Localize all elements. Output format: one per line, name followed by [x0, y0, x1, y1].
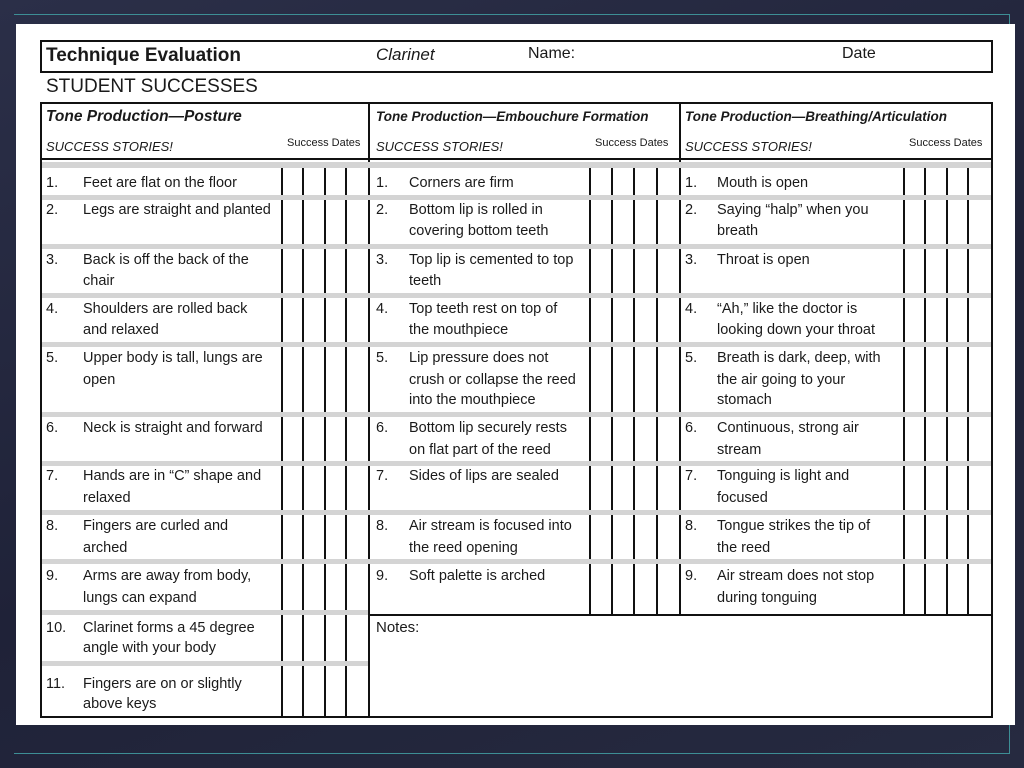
item-number: 10. [46, 620, 67, 636]
checklist-item-text: Bottom lip is rolled in [409, 202, 543, 218]
checklist-item-text: during tonguing [717, 590, 817, 606]
checklist-item-text: Mouth is open [717, 175, 809, 191]
checklist-item-text: Tongue strikes the tip of [717, 518, 871, 534]
item-number: 4. [376, 301, 389, 317]
checklist-item-text: Throat is open [717, 252, 810, 268]
item-number: 9. [685, 568, 698, 584]
row-band [42, 244, 991, 249]
row-band [42, 342, 991, 347]
checklist-item-text: relaxed [83, 490, 131, 506]
success-dates-label: Success Dates [287, 137, 361, 149]
item-number: 7. [376, 468, 389, 484]
checklist-item-text: stomach [717, 392, 772, 408]
checklist-item-text: above keys [83, 696, 157, 712]
checklist-item-text: angle with your body [83, 640, 216, 656]
checklist-item-text: the air going to your [717, 372, 846, 388]
checklist-item-text: Tonguing is light and [717, 468, 850, 484]
date-column-line [324, 168, 326, 718]
notes-divider [368, 614, 993, 616]
checklist-item-text: Saying “halp” when you [717, 202, 869, 218]
date-label: Date [842, 45, 876, 62]
form-title: Technique Evaluation [46, 45, 241, 66]
evaluation-sheet [16, 24, 1015, 725]
date-column-line [924, 168, 926, 616]
date-column-line [589, 168, 591, 616]
row-band [42, 510, 991, 515]
checklist-item-text: the mouthpiece [409, 322, 509, 338]
item-number: 9. [46, 568, 59, 584]
item-number: 5. [376, 350, 389, 366]
header-band [42, 162, 991, 168]
row-band [42, 610, 368, 615]
item-number: 6. [376, 420, 389, 436]
item-number: 3. [46, 252, 59, 268]
item-number: 8. [46, 518, 59, 534]
item-number: 8. [685, 518, 698, 534]
instrument-label: Clarinet [376, 45, 435, 64]
frame-line-bottom [14, 753, 1010, 754]
checklist-item-text: covering bottom teeth [409, 223, 549, 239]
notes-label: Notes: [376, 619, 420, 636]
date-column-line [903, 168, 905, 616]
row-band [42, 661, 368, 666]
date-column-line [345, 168, 347, 718]
checklist-item-text: Fingers are on or slightly [83, 676, 242, 692]
row-band [42, 293, 991, 298]
checklist-item-text: Shoulders are rolled back [83, 301, 248, 317]
item-number: 8. [376, 518, 389, 534]
checklist-item-text: Hands are in “C” shape and [83, 468, 262, 484]
date-column-line [611, 168, 613, 616]
notes-area[interactable] [372, 640, 991, 716]
checklist-item-text: into the mouthpiece [409, 392, 536, 408]
section-title: STUDENT SUCCESSES [46, 76, 258, 97]
checklist-item-text: Continuous, strong air [717, 420, 859, 436]
checklist-item-text: Sides of lips are sealed [409, 468, 559, 484]
checklist-item-text: “Ah,” like the doctor is [717, 301, 858, 317]
header-divider [40, 158, 993, 160]
checklist-item-text: breath [717, 223, 759, 239]
checklist-item-text: Arms are away from body, [83, 568, 252, 584]
success-stories-label: SUCCESS STORIES! [376, 139, 503, 154]
checklist-item-text: Soft palette is arched [409, 568, 546, 584]
column-header-breathing: Tone Production—Breathing/Articulation [685, 109, 947, 124]
date-column-line [281, 168, 283, 718]
item-number: 2. [685, 202, 698, 218]
success-dates-label: Success Dates [595, 137, 669, 149]
item-number: 7. [46, 468, 59, 484]
checklist-item-text: the reed [717, 540, 771, 556]
column-header-posture: Tone Production—Posture [46, 108, 242, 125]
checklist-item-text: focused [717, 490, 768, 506]
item-number: 6. [685, 420, 698, 436]
item-number: 1. [46, 175, 59, 191]
checklist-item-text: Feet are flat on the floor [83, 175, 237, 191]
checklist-item-text: teeth [409, 273, 442, 289]
success-dates-label: Success Dates [909, 137, 983, 149]
name-label: Name: [528, 45, 576, 62]
item-number: 9. [376, 568, 389, 584]
date-column-line [946, 168, 948, 616]
checklist-item-text: Back is off the back of the [83, 252, 249, 268]
checklist-item-text: Top teeth rest on top of [409, 301, 558, 317]
checklist-item-text: Fingers are curled and [83, 518, 229, 534]
date-column-line [656, 168, 658, 616]
column-divider [679, 102, 681, 616]
checklist-item-text: Breath is dark, deep, with [717, 350, 881, 366]
checklist-item-text: on flat part of the reed [409, 442, 551, 458]
item-number: 3. [685, 252, 698, 268]
column-header-embouchure: Tone Production—Embouchure Formation [376, 109, 649, 124]
frame-line-top [14, 14, 1010, 15]
date-column-line [633, 168, 635, 616]
item-number: 4. [46, 301, 59, 317]
checklist-item-text: Upper body is tall, lungs are [83, 350, 263, 366]
checklist-item-text: the reed opening [409, 540, 518, 556]
checklist-item-text: Corners are firm [409, 175, 514, 191]
checklist-item-text: Legs are straight and planted [83, 202, 271, 218]
item-number: 1. [376, 175, 389, 191]
checklist-item-text: Top lip is cemented to top [409, 252, 574, 268]
checklist-item-text: open [83, 372, 116, 388]
checklist-item-text: Lip pressure does not [409, 350, 549, 366]
checklist-item-text: lungs can expand [83, 590, 197, 606]
item-number: 3. [376, 252, 389, 268]
item-number: 5. [685, 350, 698, 366]
checklist-item-text: crush or collapse the reed [409, 372, 576, 388]
success-stories-label: SUCCESS STORIES! [685, 139, 812, 154]
checklist-item-text: arched [83, 540, 128, 556]
item-number: 2. [376, 202, 389, 218]
checklist-item-text: Clarinet forms a 45 degree [83, 620, 255, 636]
item-number: 6. [46, 420, 59, 436]
item-number: 2. [46, 202, 59, 218]
date-column-line [967, 168, 969, 616]
row-band [42, 559, 991, 564]
item-number: 4. [685, 301, 698, 317]
checklist-item-text: and relaxed [83, 322, 159, 338]
item-number: 1. [685, 175, 698, 191]
item-number: 5. [46, 350, 59, 366]
checklist-item-text: chair [83, 273, 115, 289]
date-column-line [302, 168, 304, 718]
checklist-item-text: Neck is straight and forward [83, 420, 263, 436]
row-band [42, 412, 991, 417]
item-number: 11. [46, 676, 66, 692]
checklist-item-text: Air stream is focused into [409, 518, 572, 534]
success-stories-label: SUCCESS STORIES! [46, 139, 173, 154]
checklist-item-text: Air stream does not stop [717, 568, 875, 584]
checklist-item-text: Bottom lip securely rests [409, 420, 567, 436]
checklist-item-text: looking down your throat [717, 322, 875, 338]
item-number: 7. [685, 468, 698, 484]
checklist-item-text: stream [717, 442, 762, 458]
